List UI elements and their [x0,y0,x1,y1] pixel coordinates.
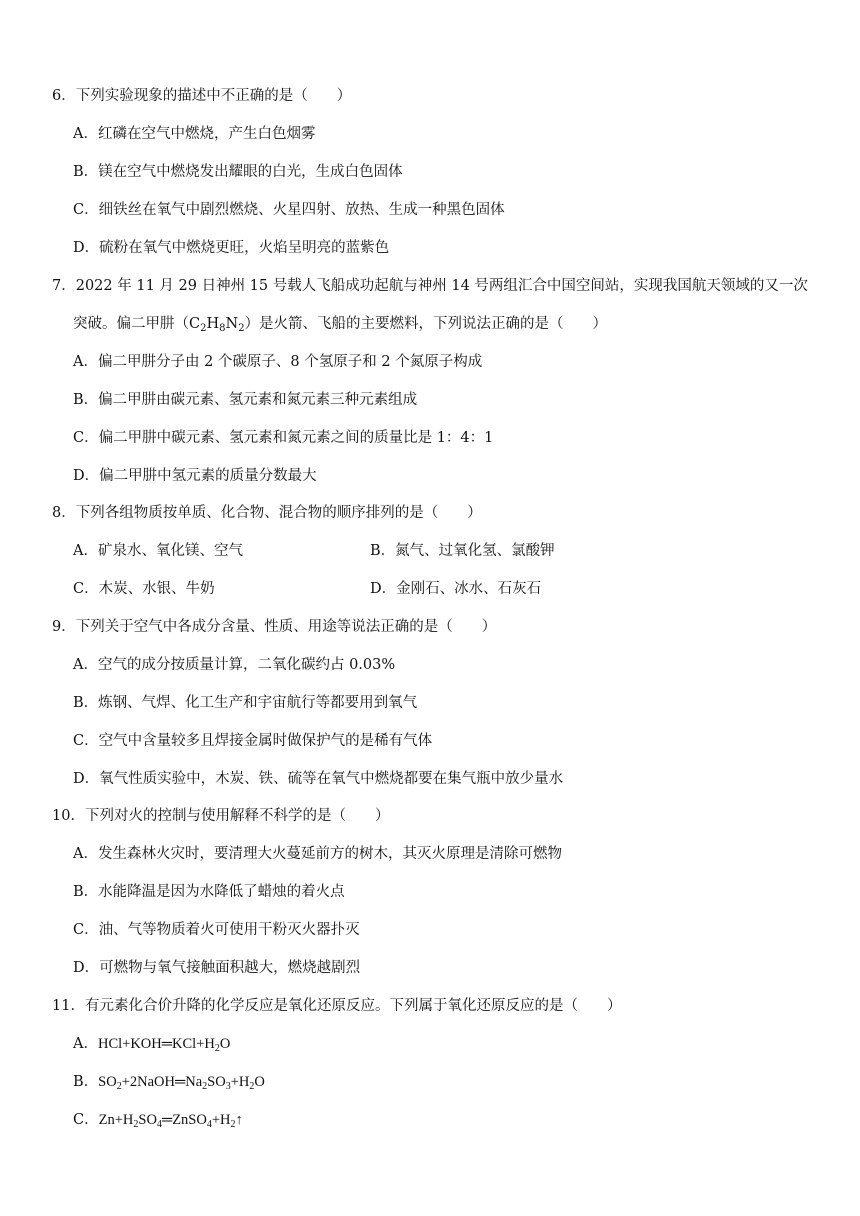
subscript: 2 [200,323,207,334]
question-9-option-c: C．空气中含量较多且焊接金属时做保护气的是稀有气体 [73,733,433,749]
stem-text: N [225,316,239,332]
formula-text: +H [230,1074,250,1090]
question-7-option-c: C．偏二甲肼中碳元素、氢元素和氮元素之间的质量比是 1：4：1 [73,430,494,446]
option-prefix: C． [73,1112,99,1128]
subscript: 2 [230,1119,236,1130]
question-10-option-a: A．发生森林火灾时，要清理大火蔓延前方的树木，其灭火原理是清除可燃物 [73,846,562,862]
subscript: 4 [156,1119,162,1130]
subscript: 2 [133,1119,139,1130]
question-7-stem-line1: 7．2022 年 11 月 29 日神州 15 号载人飞船成功起航与神州 14 号两组汇合中国空间站，实现我国航天领域的又一次 [52,278,808,294]
formula-text: HCl+KOH═KCl+H [97,1036,215,1052]
subscript: 2 [116,1081,122,1092]
stem-text: ）是火箭、飞船的主要燃料，下列说法正确的是（ ） [244,316,608,332]
formula-text: O [219,1036,231,1052]
question-6-stem: 6．下列实验现象的描述中不正确的是（ ） [52,88,352,104]
option-prefix: B． [73,1074,99,1090]
question-11-option-b [73,1072,265,1092]
formula-text: SO [98,1074,117,1090]
formula-text: SO [207,1074,226,1090]
question-7-option-a: A．偏二甲肼分子由 2 个碳原子、8 个氢原子和 2 个氮原子构成 [73,354,483,370]
question-6-option-a: A．红磷在空气中燃烧，产生白色烟雾 [73,126,316,142]
question-8-option-b: B．氮气、过氧化氢、氯酸钾 [370,543,555,559]
question-9-stem: 9．下列关于空气中各成分含量、性质、用途等说法正确的是（ ） [52,619,497,635]
subscript: 4 [206,1119,212,1130]
question-10-option-d: D．可燃物与氧气接触面积越大，燃烧越剧烈 [73,960,361,976]
question-11-stem: 11．有元素化合价升降的化学反应是氧化还原反应。下列属于氧化还原反应的是（ ） [52,998,622,1014]
question-8-option-c: C．木炭、水银、牛奶 [73,581,215,597]
subscript: 2 [214,1043,220,1054]
subscript: 2 [202,1081,208,1092]
subscript: 8 [219,323,226,334]
question-6-option-b: B．镁在空气中燃烧发出耀眼的白光，生成白色固体 [73,164,403,180]
subscript: 2 [249,1081,255,1092]
stem-text: 突破。偏二甲肼（C [73,316,201,332]
stem-text: H [206,316,220,332]
question-10-stem: 10．下列对火的控制与使用解释不科学的是（ ） [52,808,390,824]
question-8-option-d: D．金刚石、冰水、石灰石 [370,581,542,597]
subscript: 3 [225,1081,231,1092]
question-9-option-a: A．空气的成分按质量计算，二氧化碳约占 0.03% [73,657,396,673]
formula-text: ═ZnSO [161,1112,207,1128]
question-6-option-c: C．细铁丝在氧气中剧烈燃烧、火星四射、放热、生成一种黑色固体 [73,202,505,218]
formula-text: Zn+H [98,1112,134,1128]
question-10-option-b: B．水能降温是因为水降低了蜡烛的着火点 [73,884,345,900]
formula-text: +H [211,1112,231,1128]
question-11-option-a [73,1034,230,1054]
question-7-stem-line2 [73,314,607,334]
question-9-option-d: D．氧气性质实验中，木炭、铁、硫等在氧气中燃烧都要在集气瓶中放少量水 [73,771,564,787]
formula-text: ↑ [235,1112,243,1128]
question-8-option-a: A．矿泉水、氧化镁、空气 [73,543,243,559]
question-7-option-d: D．偏二甲肼中氢元素的质量分数最大 [73,468,317,484]
option-prefix: A． [73,1036,98,1052]
question-10-option-c: C．油、气等物质着火可使用干粉灭火器扑灭 [73,922,360,938]
question-7-option-b: B．偏二甲肼由碳元素、氢元素和氮元素三种元素组成 [73,392,418,408]
formula-text: SO [138,1112,157,1128]
question-9-option-b: B．炼钢、气焊、化工生产和宇宙航行等都要用到氧气 [73,695,418,711]
question-6-option-d: D．硫粉在氧气中燃烧更旺，火焰呈明亮的蓝紫色 [73,240,390,256]
formula-text: O [254,1074,265,1090]
question-8-stem: 8．下列各组物质按单质、化合物、混合物的顺序排列的是（ ） [52,505,482,521]
question-11-option-c [73,1110,243,1130]
formula-text: +2NaOH═Na [121,1074,203,1090]
subscript: 2 [238,323,245,334]
